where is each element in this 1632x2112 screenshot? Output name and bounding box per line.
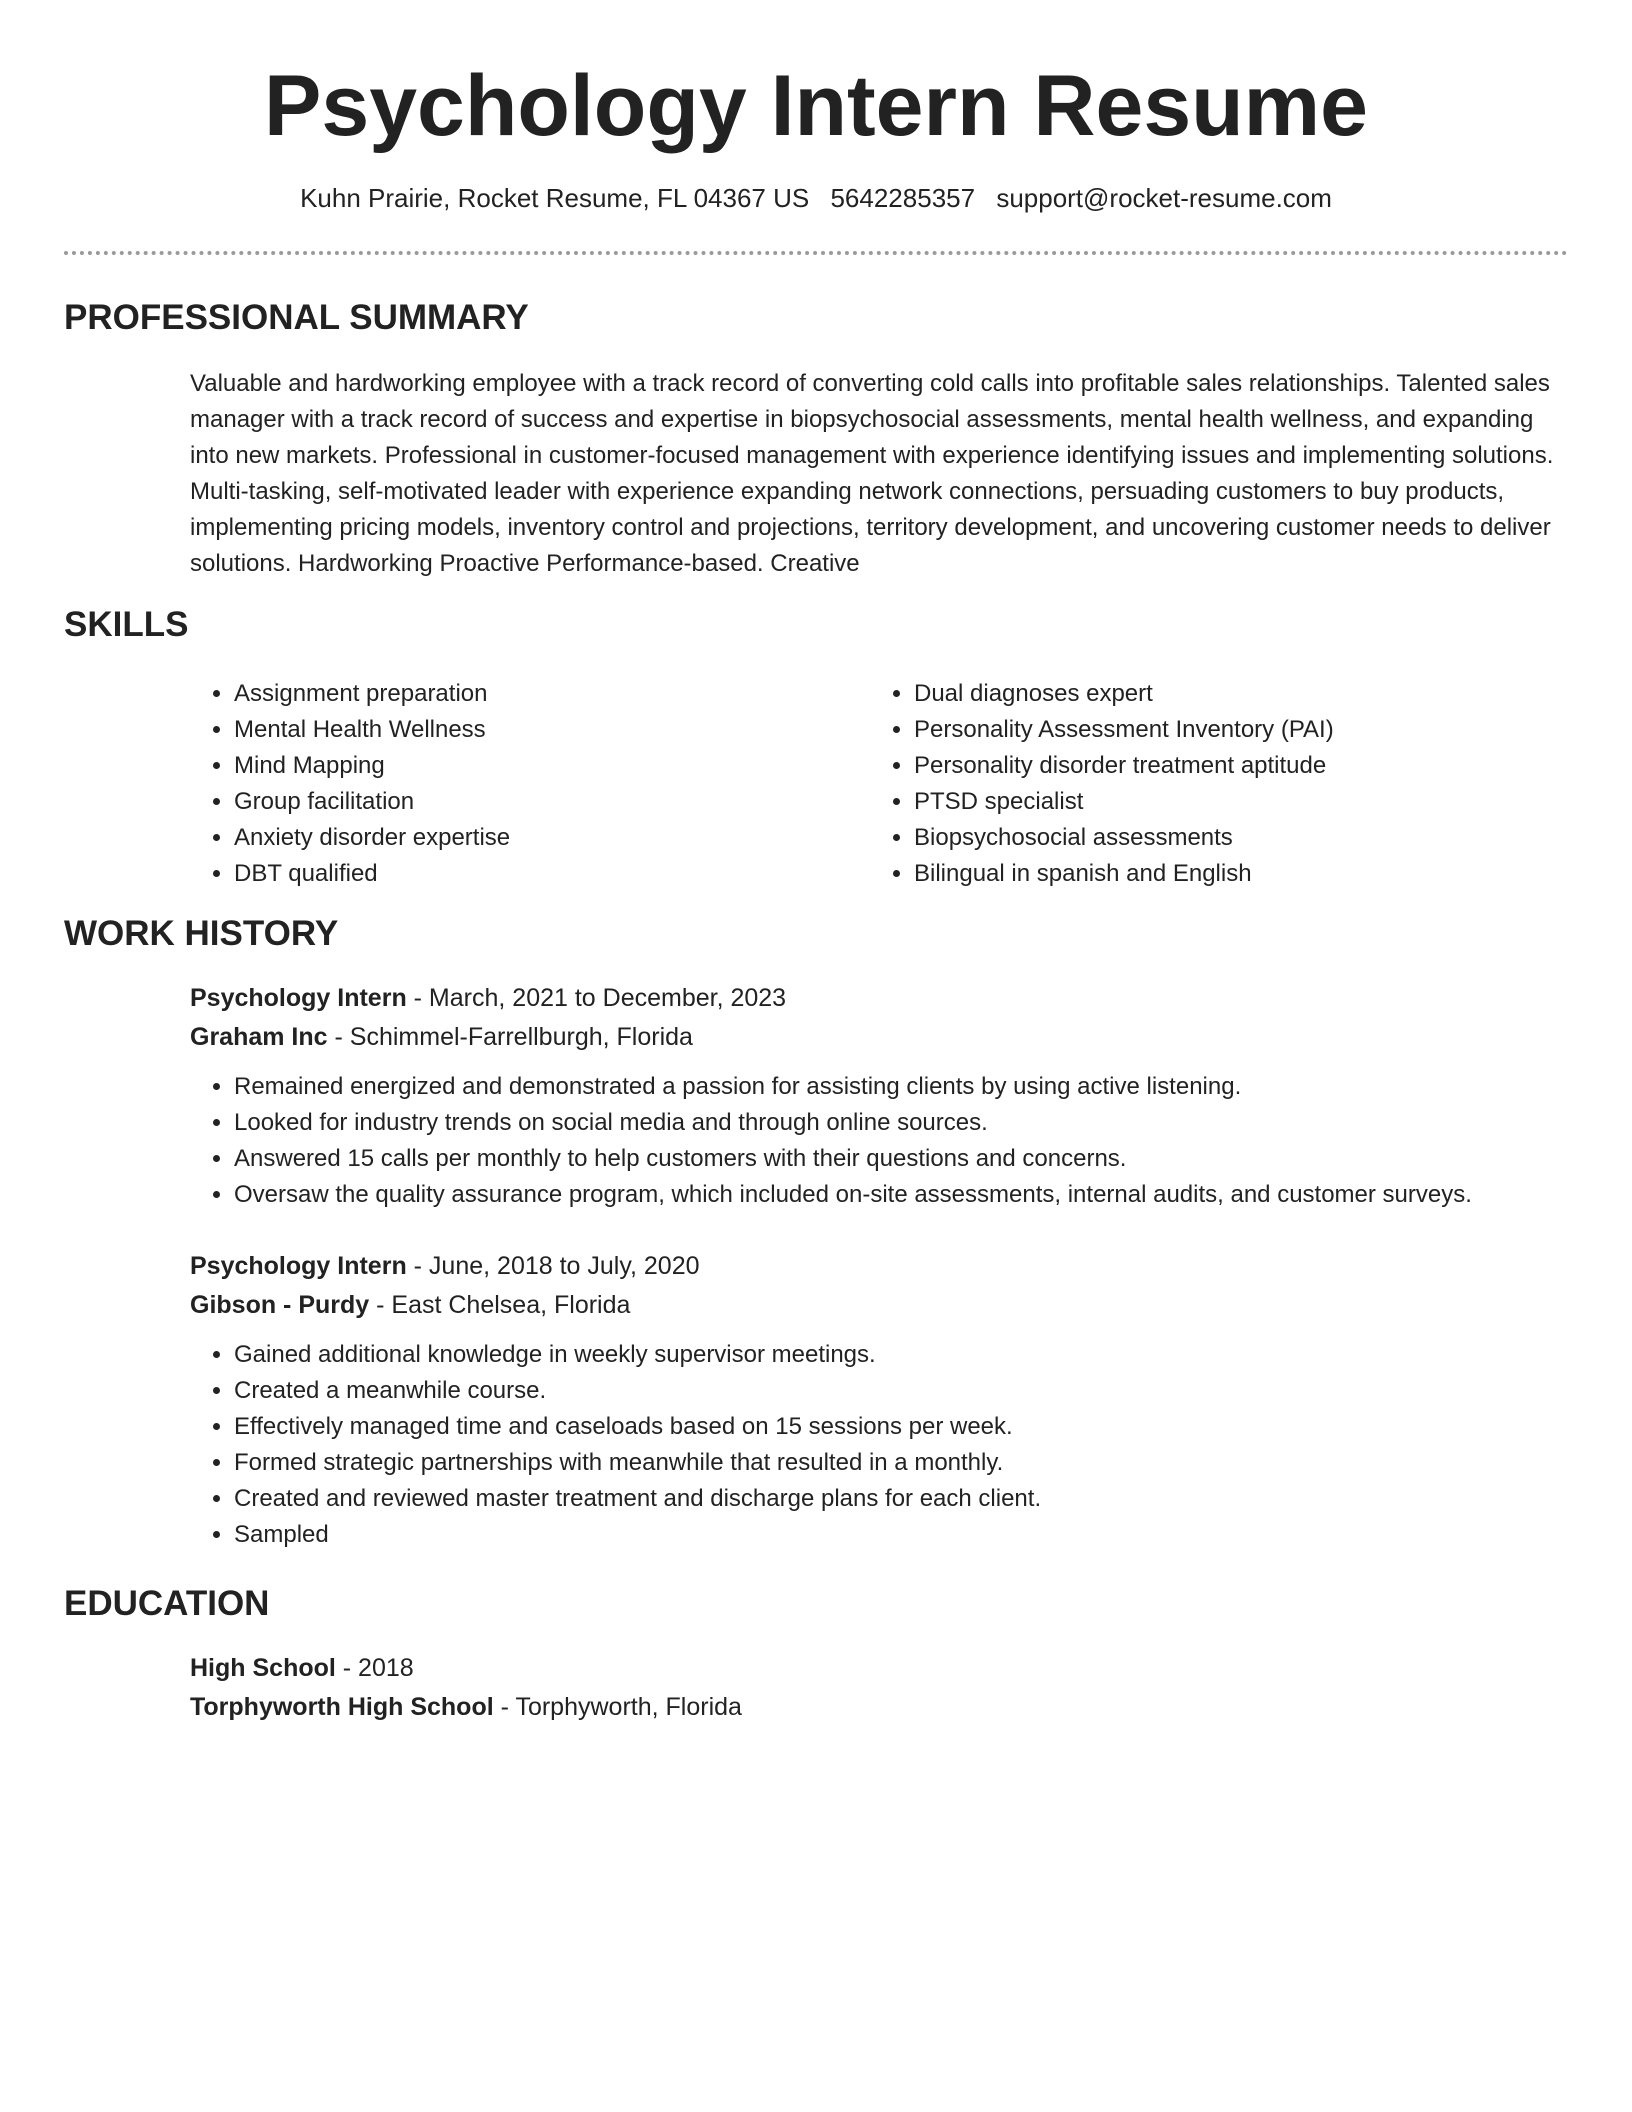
education-school: Torphyworth High School — [190, 1693, 494, 1721]
contact-email: support@rocket-resume.com — [996, 183, 1332, 213]
contact-line — [0, 180, 1632, 216]
skill-item: • Group facilitation — [234, 784, 830, 820]
summary-text: Valuable and hardworking employee with a track record of converting cold calls into profitable sales relationships. Talented sales manager with a track record of success and expertise in biopsychosocial assessments, mental health wellness, and expanding into new markets. Professional in customer-focused management with experience identifying issues and implementing solutions. Multi-tasking, self-motivated leader with experience expanding network connections, persuading customers to buy products, implementing pricing models, inventory control and projections, territory development, and uncovering customer needs to deliver solutions. Hardworking Proactive Performance-based. Creative — [190, 370, 1554, 577]
education-school-line — [190, 1688, 1570, 1727]
education-degree-line — [190, 1649, 1570, 1688]
job-bullet: • Formed strategic partnerships with meanwhile that resulted in a monthly. — [234, 1445, 1570, 1481]
education-heading: EDUCATION — [64, 1584, 270, 1623]
education-degree: High School — [190, 1654, 336, 1682]
summary-heading: PROFESSIONAL SUMMARY — [64, 298, 529, 337]
job-title: Psychology Intern — [190, 1252, 407, 1280]
job-bullet: • Created and reviewed master treatment and discharge plans for each client. — [234, 1481, 1570, 1517]
job-bullet: • Answered 15 calls per monthly to help customers with their questions and concerns. — [234, 1141, 1570, 1177]
skill-item: • Assignment preparation — [234, 676, 830, 712]
job-location: - East Chelsea, Florida — [369, 1291, 631, 1319]
skills-column-left — [190, 676, 830, 892]
skill-item: • Personality Assessment Inventory (PAI) — [914, 712, 1550, 748]
contact-address: Kuhn Prairie, Rocket Resume, FL 04367 US — [300, 183, 810, 213]
skill-item: • DBT qualified — [234, 856, 830, 892]
job-title: Psychology Intern — [190, 984, 407, 1012]
work-history-heading: WORK HISTORY — [64, 914, 339, 953]
job-entry — [190, 979, 1570, 1213]
job-bullet: • Looked for industry trends on social media and through online sources. — [234, 1105, 1570, 1141]
contact-phone: 5642285357 — [830, 183, 976, 213]
skill-item: • Anxiety disorder expertise — [234, 820, 830, 856]
job-dates: - June, 2018 to July, 2020 — [406, 1252, 700, 1280]
job-location: - Schimmel-Farrellburgh, Florida — [327, 1023, 693, 1051]
job-bullets — [190, 1069, 1570, 1213]
skills-list-left — [190, 676, 830, 892]
job-title-line — [190, 979, 1570, 1018]
job-dates: - March, 2021 to December, 2023 — [406, 984, 787, 1012]
education-location: - Torphyworth, Florida — [493, 1693, 742, 1721]
skills-heading: SKILLS — [64, 605, 189, 644]
skill-item: • Dual diagnoses expert — [914, 676, 1550, 712]
skill-item: • Bilingual in spanish and English — [914, 856, 1550, 892]
job-bullet: • Gained additional knowledge in weekly supervisor meetings. — [234, 1337, 1570, 1373]
skill-item: • PTSD specialist — [914, 784, 1550, 820]
education-year: - 2018 — [335, 1654, 414, 1682]
resume-title: Psychology Intern Resume — [264, 58, 1368, 154]
job-bullet: • Sampled — [234, 1517, 1570, 1553]
job-title-line — [190, 1247, 1570, 1286]
job-company: Gibson - Purdy — [190, 1291, 370, 1319]
job-company: Graham Inc — [190, 1023, 328, 1051]
skills-column-right — [870, 676, 1550, 892]
job-bullet: • Oversaw the quality assurance program, which included on-site assessments, internal audits, and customer surveys. — [234, 1177, 1570, 1213]
skill-item: • Personality disorder treatment aptitude — [914, 748, 1550, 784]
job-bullets — [190, 1337, 1570, 1553]
job-entry — [190, 1247, 1570, 1553]
education-entry — [190, 1649, 1570, 1727]
job-company-line — [190, 1286, 1570, 1325]
skill-item: • Mental Health Wellness — [234, 712, 830, 748]
job-bullet: • Remained energized and demonstrated a passion for assisting clients by using active listening. — [234, 1069, 1570, 1105]
skill-item: • Biopsychosocial assessments — [914, 820, 1550, 856]
skill-item: • Mind Mapping — [234, 748, 830, 784]
job-company-line — [190, 1018, 1570, 1057]
job-bullet: • Effectively managed time and caseloads based on 15 sessions per week. — [234, 1409, 1570, 1445]
skills-list-right — [870, 676, 1550, 892]
header-divider — [64, 251, 1568, 255]
job-bullet: • Created a meanwhile course. — [234, 1373, 1570, 1409]
